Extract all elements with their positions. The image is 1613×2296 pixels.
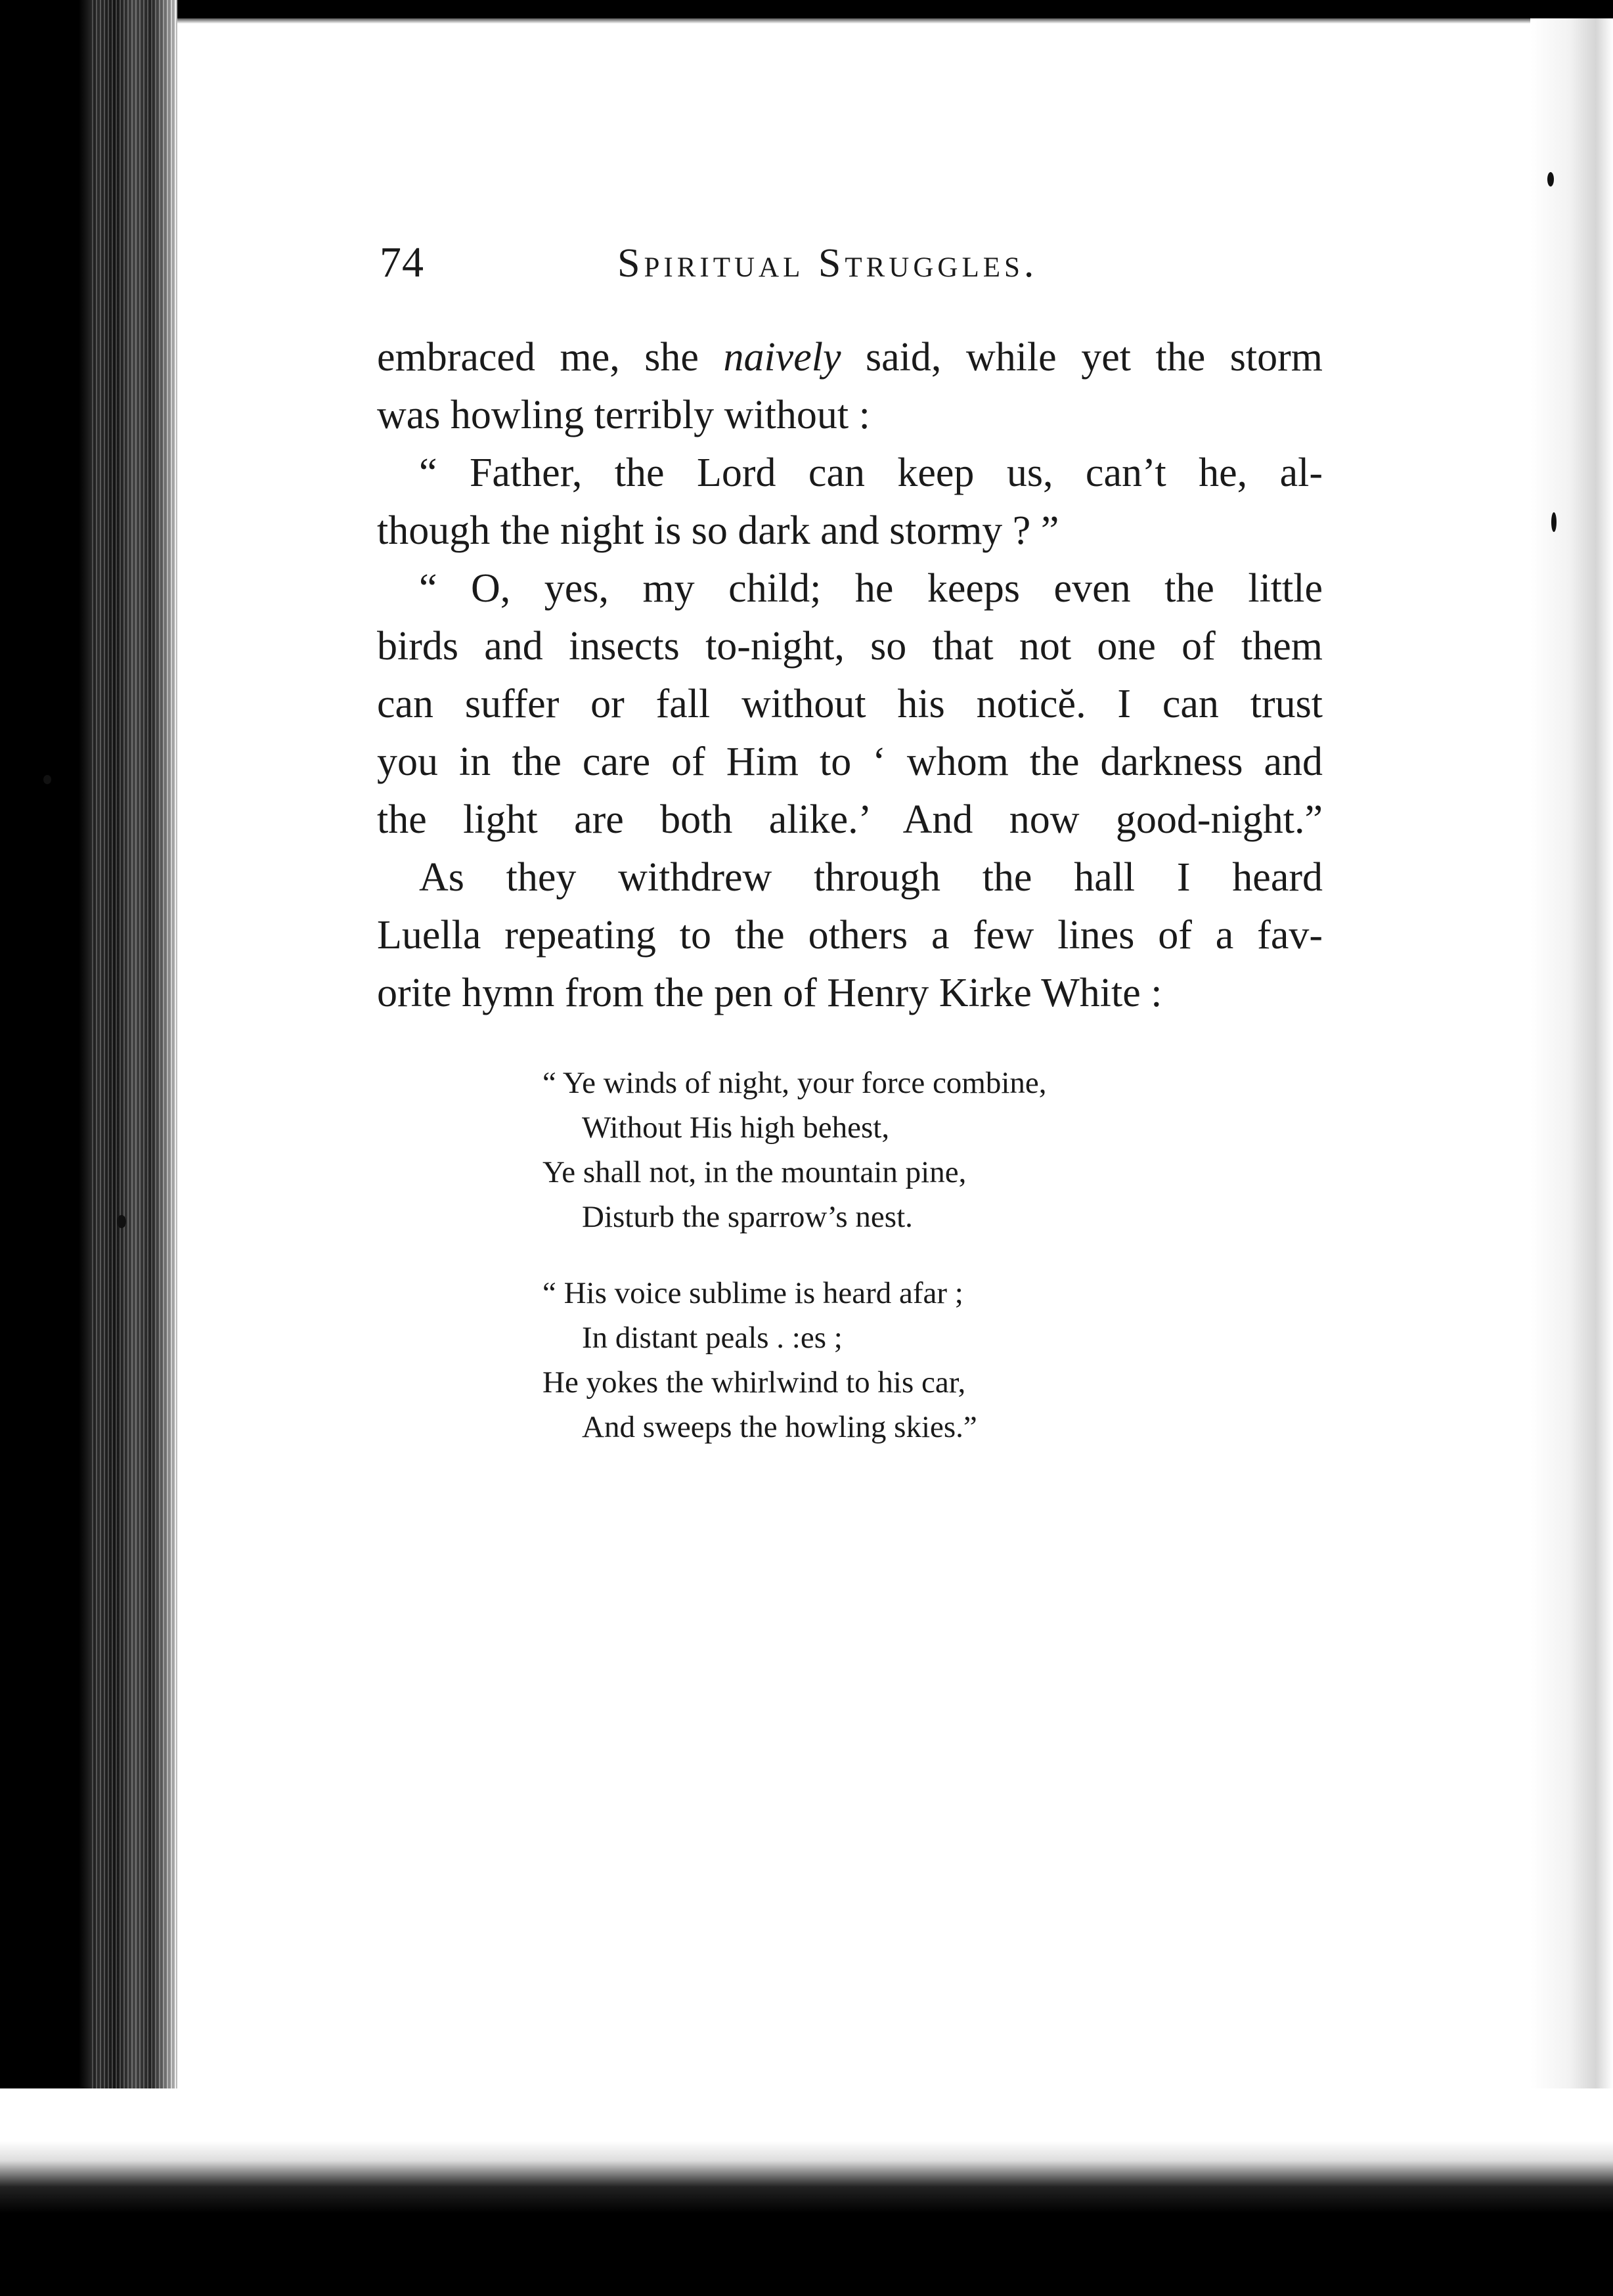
text-segment: embraced me, she: [377, 335, 724, 380]
page-number: 74: [380, 238, 424, 286]
page-header: [380, 238, 1319, 310]
verse-line: In distant peals . :es ;: [582, 1321, 843, 1355]
verse-line: Ye shall not, in the mountain pine,: [542, 1155, 967, 1189]
italic-word: naively: [723, 335, 841, 380]
running-head: Spiritual Struggles.: [617, 241, 1038, 286]
text-line: orite hymn from the pen of Henry Kirke White :: [377, 971, 1162, 1015]
scan-speck: [1547, 172, 1554, 187]
scan-top-shadow: [171, 18, 1613, 24]
verse-line: Disturb the sparrow’s nest.: [582, 1200, 913, 1234]
text-line: the light are both alike.’ And now good-night.”: [377, 797, 1323, 842]
text-segment: said, while yet the storm: [841, 335, 1323, 380]
scan-right-shadow: [1530, 18, 1613, 2120]
verse-line: He yokes the whirlwind to his car,: [542, 1365, 966, 1400]
scan-speck: [117, 1215, 126, 1228]
scan-bottom-border: [0, 2088, 1613, 2296]
text-line: “ Father, the Lord can keep us, can’t he, al-: [419, 451, 1323, 495]
text-line: though the night is so dark and stormy ? ”: [377, 508, 1059, 553]
verse-line: “ Ye winds of night, your force combine,: [542, 1066, 1047, 1100]
verse-line: And sweeps the howling skies.”: [582, 1410, 977, 1444]
text-line: was howling terribly without :: [377, 393, 870, 437]
text-line: you in the care of Him to ‘ whom the darkness and: [377, 740, 1323, 784]
text-line: “ O, yes, my child; he keeps even the little: [419, 566, 1323, 611]
hymn-quote: [542, 1061, 1199, 1481]
text-line: birds and insects to-night, so that not one of them: [377, 624, 1323, 669]
verse-line: Without His high behest,: [582, 1111, 890, 1145]
text-line: As they withdrew through the hall I heard: [419, 855, 1323, 900]
scan-speck: [1551, 512, 1557, 532]
stanza: [542, 1061, 1199, 1239]
stanza: [542, 1271, 1199, 1449]
body-text: [377, 328, 1323, 1022]
text-line: [377, 328, 1323, 386]
text-line: Luella repeating to the others a few lines of a fav-: [377, 913, 1323, 958]
text-line: can suffer or fall without his noticĕ. I can trust: [377, 682, 1323, 726]
scan-left-page-edges: [92, 0, 177, 2296]
scan-top-border: [0, 0, 1613, 18]
verse-line: “ His voice sublime is heard afar ;: [542, 1276, 963, 1310]
scan-speck: [43, 775, 51, 784]
